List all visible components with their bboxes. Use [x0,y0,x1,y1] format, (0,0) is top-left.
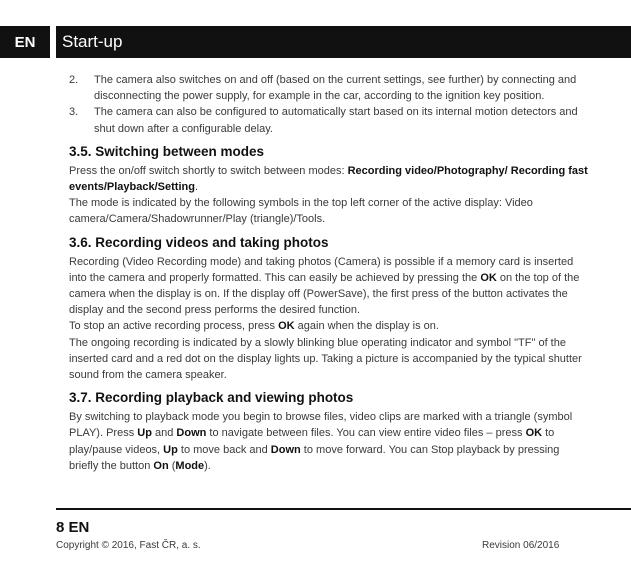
mode-key: Mode [175,459,205,472]
on-key: On [153,459,169,472]
paragraph [69,163,591,195]
up-key: Up [163,443,178,456]
text: to move forward. You can Stop playback by pressing briefly the button [69,443,560,472]
text: and [151,427,177,440]
up-key: Up [137,427,152,440]
paragraph [69,254,591,319]
paragraph [69,409,591,474]
text: By switching to playback mode you begin to browse files, video clips are marked with a triangle (symbol PLAY). Press [69,411,573,440]
text: to play/pause videos, [69,427,555,456]
text: to navigate between files. You can view entire video files – press [206,427,526,440]
list-item [69,104,591,136]
text: on the top of the camera when the display is on. If the display off (PowerSave), the first press of the button activates the display and the second press performs the desired function. [69,271,580,317]
down-key: Down [270,443,301,456]
copyright-text: Copyright © 2016, Fast ČR, a. s. [56,540,201,551]
heading-recording-videos: 3.6. Recording videos and taking photos [69,234,329,250]
paragraph: The mode is indicated by the following symbols in the top left corner of the active display: Video camera/Camera/Shadowrunner/Play (triangle)/Tools. [69,197,533,226]
ok-key: OK [278,320,295,333]
text: ( [168,459,176,472]
list-number: 2. [69,74,79,86]
page-content [69,72,591,474]
ok-key: OK [480,271,497,284]
page-number: 8 EN [56,519,90,536]
down-key: Down [176,427,207,440]
mode-list: Recording video/Photography/ Recording fast events/Playback/Setting [69,164,588,194]
list-text: The camera also switches on and off (based on the current settings, see further) by connecting and disconnecting the power supply, for example in the car, according to the ignition key position. [94,74,577,103]
section-title: Start-up [62,32,123,51]
ok-key: OK [525,427,543,440]
text: to move back and [177,443,271,456]
language-tab: EN [0,26,50,58]
section-header [56,26,631,58]
text: Press the on/off switch shortly to switch between modes: [69,164,348,177]
text: again when the display is on. [294,320,439,333]
paragraph: The ongoing recording is indicated by a slowly blinking blue operating indicator and symbol "TF" of the inserted card and a red dot on the display lights up. Taking a picture is accompanied by the typical shutter sound from the camera speaker. [69,336,582,382]
text: Recording (Video Recording mode) and taking photos (Camera) is possible if a memory card is inserted into the camera and properly formatted. This can easily be achieved by pressing the [69,255,574,284]
text: To stop an active recording process, press [69,320,279,333]
heading-playback: 3.7. Recording playback and viewing photos [69,390,354,406]
heading-switching-modes: 3.5. Switching between modes [69,143,265,159]
list-text: The camera can also be configured to automatically start based on its internal motion detectors and shut down after a configurable delay. [94,106,578,135]
text: ). [204,459,211,472]
paragraph [69,318,591,334]
list-item [69,72,591,104]
footer-divider [56,508,631,510]
list-number: 3. [69,106,79,119]
revision-text: Revision 06/2016 [482,540,560,551]
text: . [194,181,199,194]
